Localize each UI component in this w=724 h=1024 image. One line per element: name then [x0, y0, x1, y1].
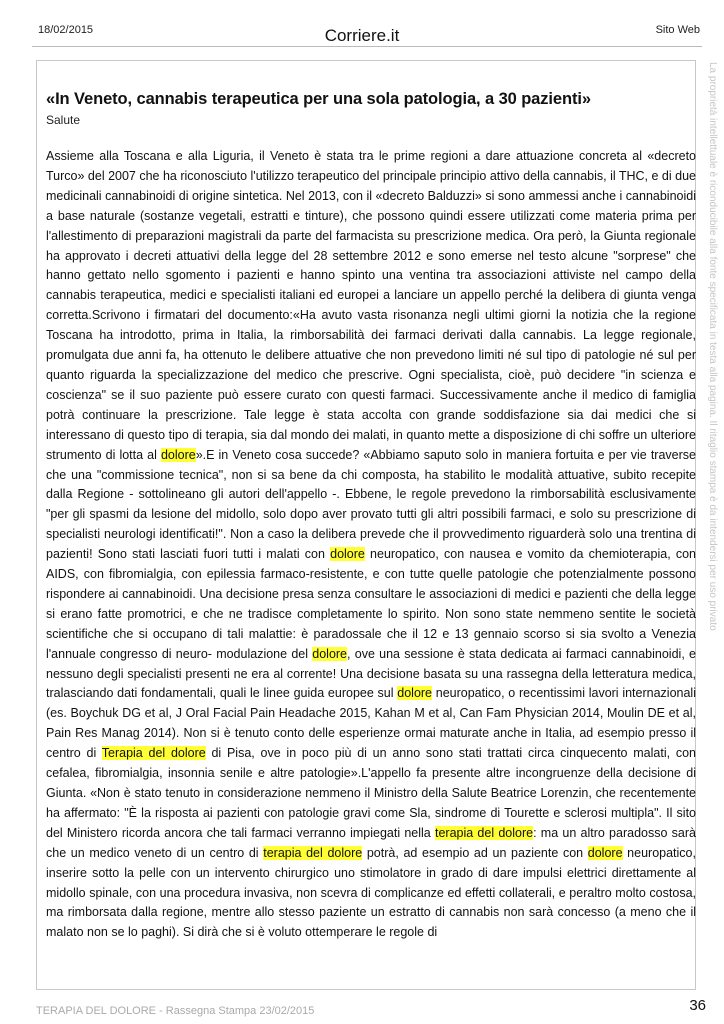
highlight-term: dolore	[160, 447, 196, 462]
header-divider	[32, 46, 702, 47]
article	[46, 90, 696, 943]
highlight-term: Terapia del dolore	[101, 746, 206, 761]
article-headline: «In Veneto, cannabis terapeutica per una sola patologia, a 30 pazienti»	[46, 90, 591, 108]
article-section: Salute	[46, 113, 81, 127]
body-text: di Pisa, ove in poco più di un anno sono stati trattati circa cinquecento malati, con cefalea, fibromialgia, insonnia senile e altre patologie».L'appello fa presente altre incongruenze della decisione di Giunta. «Non è stato tenuto in considerazione nemmeno il Ministro della Salute Beatrice Lorenzin, che recentemente ha affermato: "È la risposta ai pazienti con patologie gravi come Sla, sindrome di Tourette e sclerosi multipla". Il sito del Ministero ricorda ancora che tali farmaci verranno impiegati nella	[46, 746, 696, 840]
body-text: neuropatico, o recentissimi lavori internazionali (es. Boychuk DG et al, J Oral Facial Pain Headache 2015, Kahan M et al, Can Fam Physician 2014, Moulin DE et al, Pain Res Manag 2014). Non si è tenuto conto delle esperienze ormai maturate anche in Italia, ad esempio presso il centro di	[46, 686, 696, 761]
side-disclaimer: La proprietà intellettuale è riconducibile alla fonte specificata in testa alla pagina. Il ritaglio stampa è da intendersi per uso privato	[707, 62, 718, 631]
highlight-term: dolore	[397, 686, 433, 701]
highlight-term: dolore	[330, 547, 365, 562]
page-number: 36	[689, 997, 706, 1014]
header-source: Corriere.it	[324, 26, 400, 45]
header-type: Sito Web	[655, 24, 700, 36]
article-body	[46, 147, 696, 943]
footer-label: TERAPIA DEL DOLORE - Rassegna Stampa 23/02/2015	[36, 1005, 315, 1017]
body-text: : ma un altro paradosso sarà che un medico veneto di un centro di	[46, 825, 696, 860]
header-date: 18/02/2015	[38, 24, 94, 36]
body-text: potrà, ad esempio ad un paziente con	[362, 845, 588, 860]
highlight-term: dolore	[587, 845, 623, 860]
body-text: Assieme alla Toscana e alla Liguria, il Veneto è stata tra le prime regioni a dare attuazione concreta al «decreto Turco» del 2007 che ha riconosciuto l'utilizzo terapeutico del principale principio attivo della cannabis, il THC, e di due medicinali cannabinoidi di origine sintetica. Nel 2013, con il «decreto Balduzzi» si sono ammessi anche i cannabinoidi a base naturale (sostanze vegetali, estratti e tinture), che possono quindi essere utilizzati come materia prima per l'allestimento di preparazioni magistrali da parte del farmacista su prescrizione medica. Ora però, la Giunta regionale ha approvato i decreti attuativi della legge del 28 settembre 2012 e sono emerse nel testo alcune "sorprese" che hanno gettato nello sgomento i pazienti e hanno spinto una ventina tra associazioni attiviste nel campo della cannabis terapeutica, medici e specialisti italiani ed europei a lanciare un appello perché la delibera di giunta venga corretta.Scrivono i firmatari del documento:«Ha avuto vasta risonanza negli ultimi giorni la notizia che la regione Toscana ha introdotto, prima in Italia, la rimborsabilità dei farmaci derivati dalla cannabis. La legge regionale, promulgata due anni fa, ha ottenuto le delibere attuative che non prevedono limiti né sul tipo di patologie né sul per quanto riguarda la specializzazione del medico che prescrive. Ogni specialista, cioè, può decidere "in scienza e coscienza" se il suo paziente può essere curato con questi farmaci. Successivamente anche il medico di famiglia potrà continuare la prescrizione. Tale legge è stata accolta con grande soddisfazione sia dai medici che si interessano di questo tipo di terapia, sia dal mondo dei malati, in quanto mette a disposizione di chi soffre un ulteriore strumento di lotta al	[46, 149, 696, 462]
highlight-term: terapia del dolore	[263, 845, 363, 860]
body-text: , ove una sessione è stata dedicata ai farmaci cannabinoidi, e nessuno degli specialisti presenti ne era al corrente! Una decisione basata su una rassegna della letteratura medica, tralasciando dati fondamentali, quali le linee guida europee sul	[46, 646, 696, 701]
body-text: ».E in Veneto cosa succede? «Abbiamo saputo solo in maniera fortuita e per vie traverse che una "commissione tecnica", non si sa bene da chi composta, ha stabilito le modalità attuative, subito recepite dalla Regione - sottolineano gli autori dell'appello -. Ebbene, le regole prevedono la rimborsabilità esclusivamente "per gli spasmi da lesione del midollo, solo dopo aver provato tutti gli altri possibili farmaci, e solo su prescrizione di specialisti neurologi identificati!". Non a caso la delibera prevede che il provvedimento riguarderà solo una trentina di pazienti! Sono stati lasciati fuori tutti i malati con	[46, 447, 696, 562]
body-text: neuropatico, con nausea e vomito da chemioterapia, con AIDS, con fibromialgia, con epilessia farmaco-resistente, e con tutte quelle patologie che potenzialmente possono rispondere ai cannabinoidi. Una decisione presa senza consultare le associazioni di medici e pazienti che della legge si erano fatte promotrici, e che ne tradisce completamente lo spirito. Non sono state nemmeno sentite le società scientifiche che si occupano di tali malattie: è paradossale che il 12 e 13 gennaio scorso si sia svolto a Venezia l'annuale congresso di neuro- modulazione del	[46, 547, 696, 661]
highlight-term: terapia del dolore	[434, 825, 534, 840]
highlight-term: dolore	[312, 646, 348, 661]
body-text: neuropatico, inserire sotto la pelle con un intervento chirurgico uno stimolatore in grado di dare impulsi elettrici direttamente al midollo spinale, con una procedura invasiva, non scevra di complicanze ed effetti collaterali, e peraltro molto costosa, ma rimborsata dalla regione, mentre allo stesso paziente un estratto di cannabis non sarà concesso (a meno che il malato non se lo paghi). Si dirà che si è voluto ottemperare le regole di	[46, 845, 696, 940]
